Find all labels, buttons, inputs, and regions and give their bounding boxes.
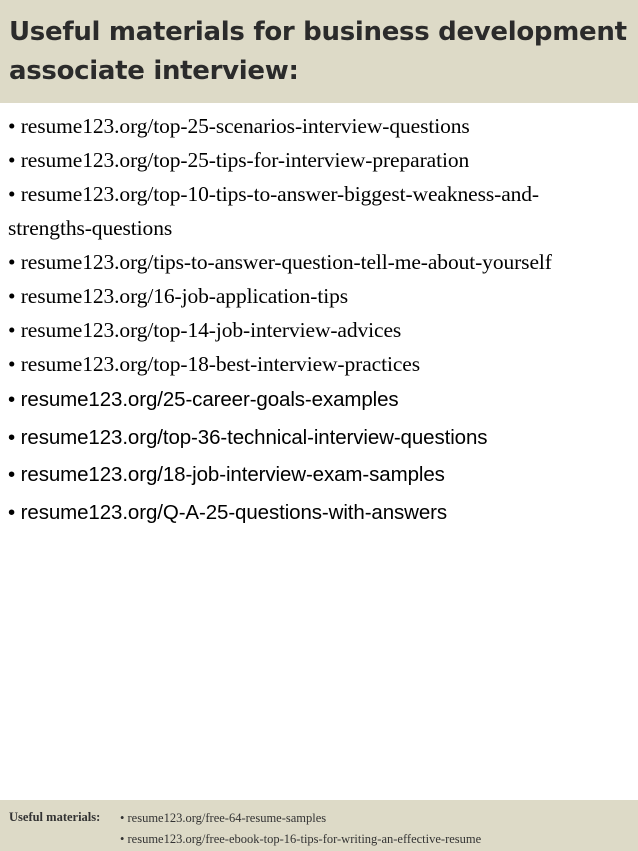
link-item[interactable]: • resume123.org/top-25-tips-for-interview-preparation (8, 148, 470, 172)
footer-link-item[interactable]: • resume123.org/free-64-resume-samples (120, 811, 327, 825)
link-item[interactable]: • resume123.org/top-10-tips-to-answer-biggest-weakness-and-strengths-questions (8, 182, 539, 240)
link-item[interactable]: • resume123.org/top-18-best-interview-practices (8, 352, 420, 376)
footer-bar (0, 800, 638, 851)
link-item[interactable]: • resume123.org/16-job-application-tips (8, 284, 348, 308)
page-title: Useful materials for business development associate interview: (9, 17, 627, 86)
link-item[interactable]: • resume123.org/18-job-interview-exam-samples (8, 463, 445, 486)
materials-link-list (8, 109, 632, 531)
footer-link-list (120, 808, 481, 850)
footer-link-item[interactable]: • resume123.org/free-ebook-top-16-tips-for-writing-an-effective-resume (120, 832, 482, 846)
link-item[interactable]: • resume123.org/top-36-technical-interview-questions (8, 425, 488, 449)
link-item[interactable]: • resume123.org/25-career-goals-examples (8, 388, 399, 411)
footer-label: Useful materials: (9, 810, 101, 824)
link-item[interactable]: • resume123.org/top-14-job-interview-advices (8, 318, 402, 342)
header-divider (0, 103, 638, 105)
link-item[interactable]: • resume123.org/top-25-scenarios-interview-questions (8, 114, 470, 138)
header-bar (0, 0, 638, 103)
link-item[interactable]: • resume123.org/Q-A-25-questions-with-answers (8, 500, 448, 524)
link-item[interactable]: • resume123.org/tips-to-answer-question-tell-me-about-yourself (8, 250, 552, 274)
